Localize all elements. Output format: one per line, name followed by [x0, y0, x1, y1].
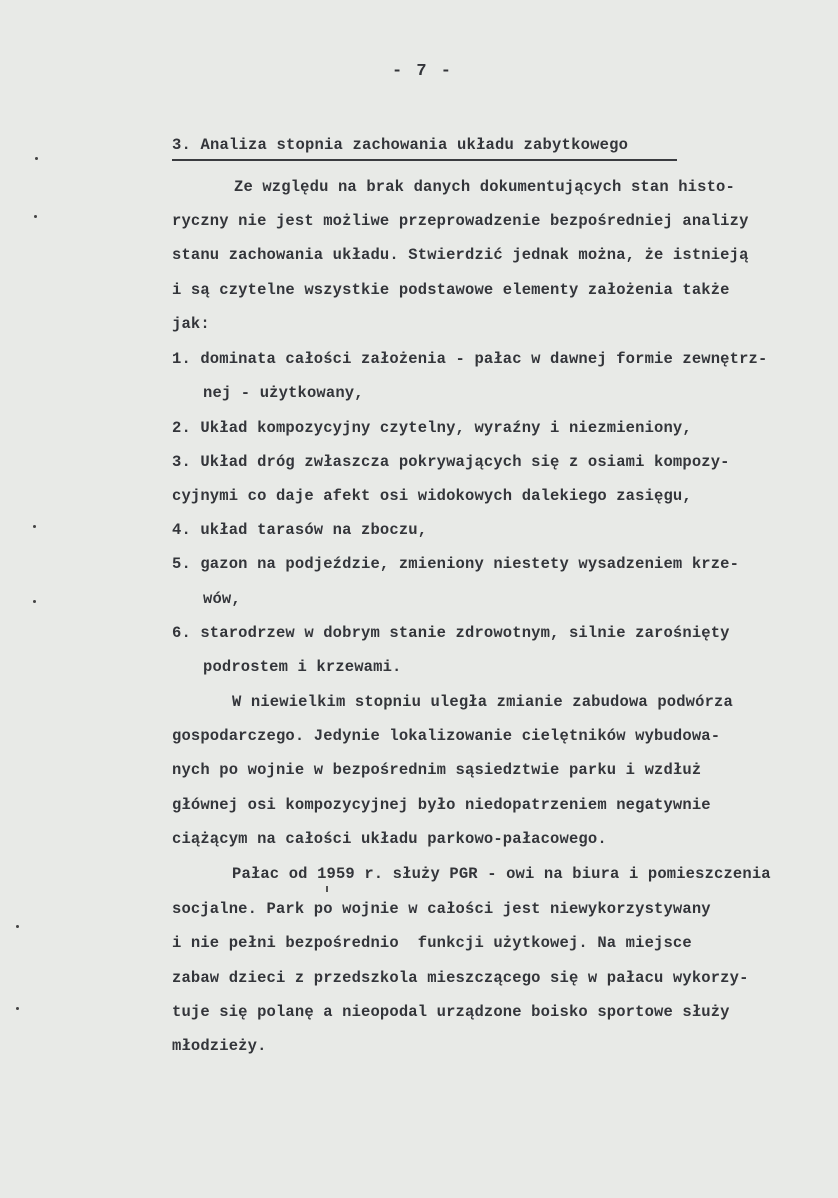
section-heading: 3. Analiza stopnia zachowania układu zabytkowego: [172, 136, 629, 154]
margin-speck: [16, 1007, 19, 1010]
list-item-continuation: nej - użytkowany,: [203, 384, 364, 402]
text-line: i nie pełni bezpośrednio funkcji użytkowej. Na miejsce: [172, 934, 692, 952]
list-item: 1. dominata całości założenia - pałac w dawnej formie zewnętrz-: [172, 350, 768, 368]
text-line: głównej osi kompozycyjnej było niedopatrzeniem negatywnie: [172, 796, 711, 814]
list-item: 5. gazon na podjeździe, zmieniony niestety wysadzeniem krze-: [172, 555, 740, 573]
text-line: ciążącym na całości układu parkowo-pałacowego.: [172, 830, 607, 848]
text-line: Ze względu na brak danych dokumentujących stan histo-: [234, 178, 735, 196]
text-line: tuje się polanę a nieopodal urządzone boisko sportowe służy: [172, 1003, 730, 1021]
text-line: socjalne. Park po wojnie w całości jest niewykorzystywany: [172, 900, 711, 918]
text-line: ryczny nie jest możliwe przeprowadzenie bezpośredniej analizy: [172, 212, 749, 230]
margin-speck: [34, 215, 37, 218]
text-line: Pałac od 1959 r. służy PGR - owi na biura i pomieszczenia: [232, 865, 771, 883]
text-line: gospodarczego. Jedynie lokalizowanie cielętników wybudowa-: [172, 727, 721, 745]
text-line: W niewielkim stopniu uległa zmianie zabudowa podwórza: [232, 693, 733, 711]
heading-underline: [172, 159, 677, 161]
list-item: 4. układ tarasów na zboczu,: [172, 521, 428, 539]
list-item: 3. Układ dróg zwłaszcza pokrywających się z osiami kompozy-: [172, 453, 730, 471]
text-line: zabaw dzieci z przedszkola mieszczącego się w pałacu wykorzy-: [172, 969, 749, 987]
list-item: 6. starodrzew w dobrym stanie zdrowotnym, silnie zarośnięty: [172, 624, 730, 642]
text-line: jak:: [172, 315, 210, 333]
text-line: stanu zachowania układu. Stwierdzić jednak można, że istnieją: [172, 246, 749, 264]
text-line: i są czytelne wszystkie podstawowe elementy założenia także: [172, 281, 730, 299]
list-item-continuation: wów,: [203, 590, 241, 608]
margin-speck: [33, 525, 36, 528]
list-item-continuation: cyjnymi co daje afekt osi widokowych dalekiego zasięgu,: [172, 487, 692, 505]
page-number: - 7 -: [392, 62, 454, 81]
stray-mark: [326, 886, 328, 892]
margin-speck: [35, 157, 38, 160]
margin-speck: [16, 925, 19, 928]
margin-speck: [33, 600, 36, 603]
text-line: nych po wojnie w bezpośrednim sąsiedztwie parku i wzdłuż: [172, 761, 702, 779]
list-item-continuation: podrostem i krzewami.: [203, 658, 402, 676]
list-item: 2. Układ kompozycyjny czytelny, wyraźny i niezmieniony,: [172, 419, 692, 437]
text-line: młodzieży.: [172, 1037, 267, 1055]
